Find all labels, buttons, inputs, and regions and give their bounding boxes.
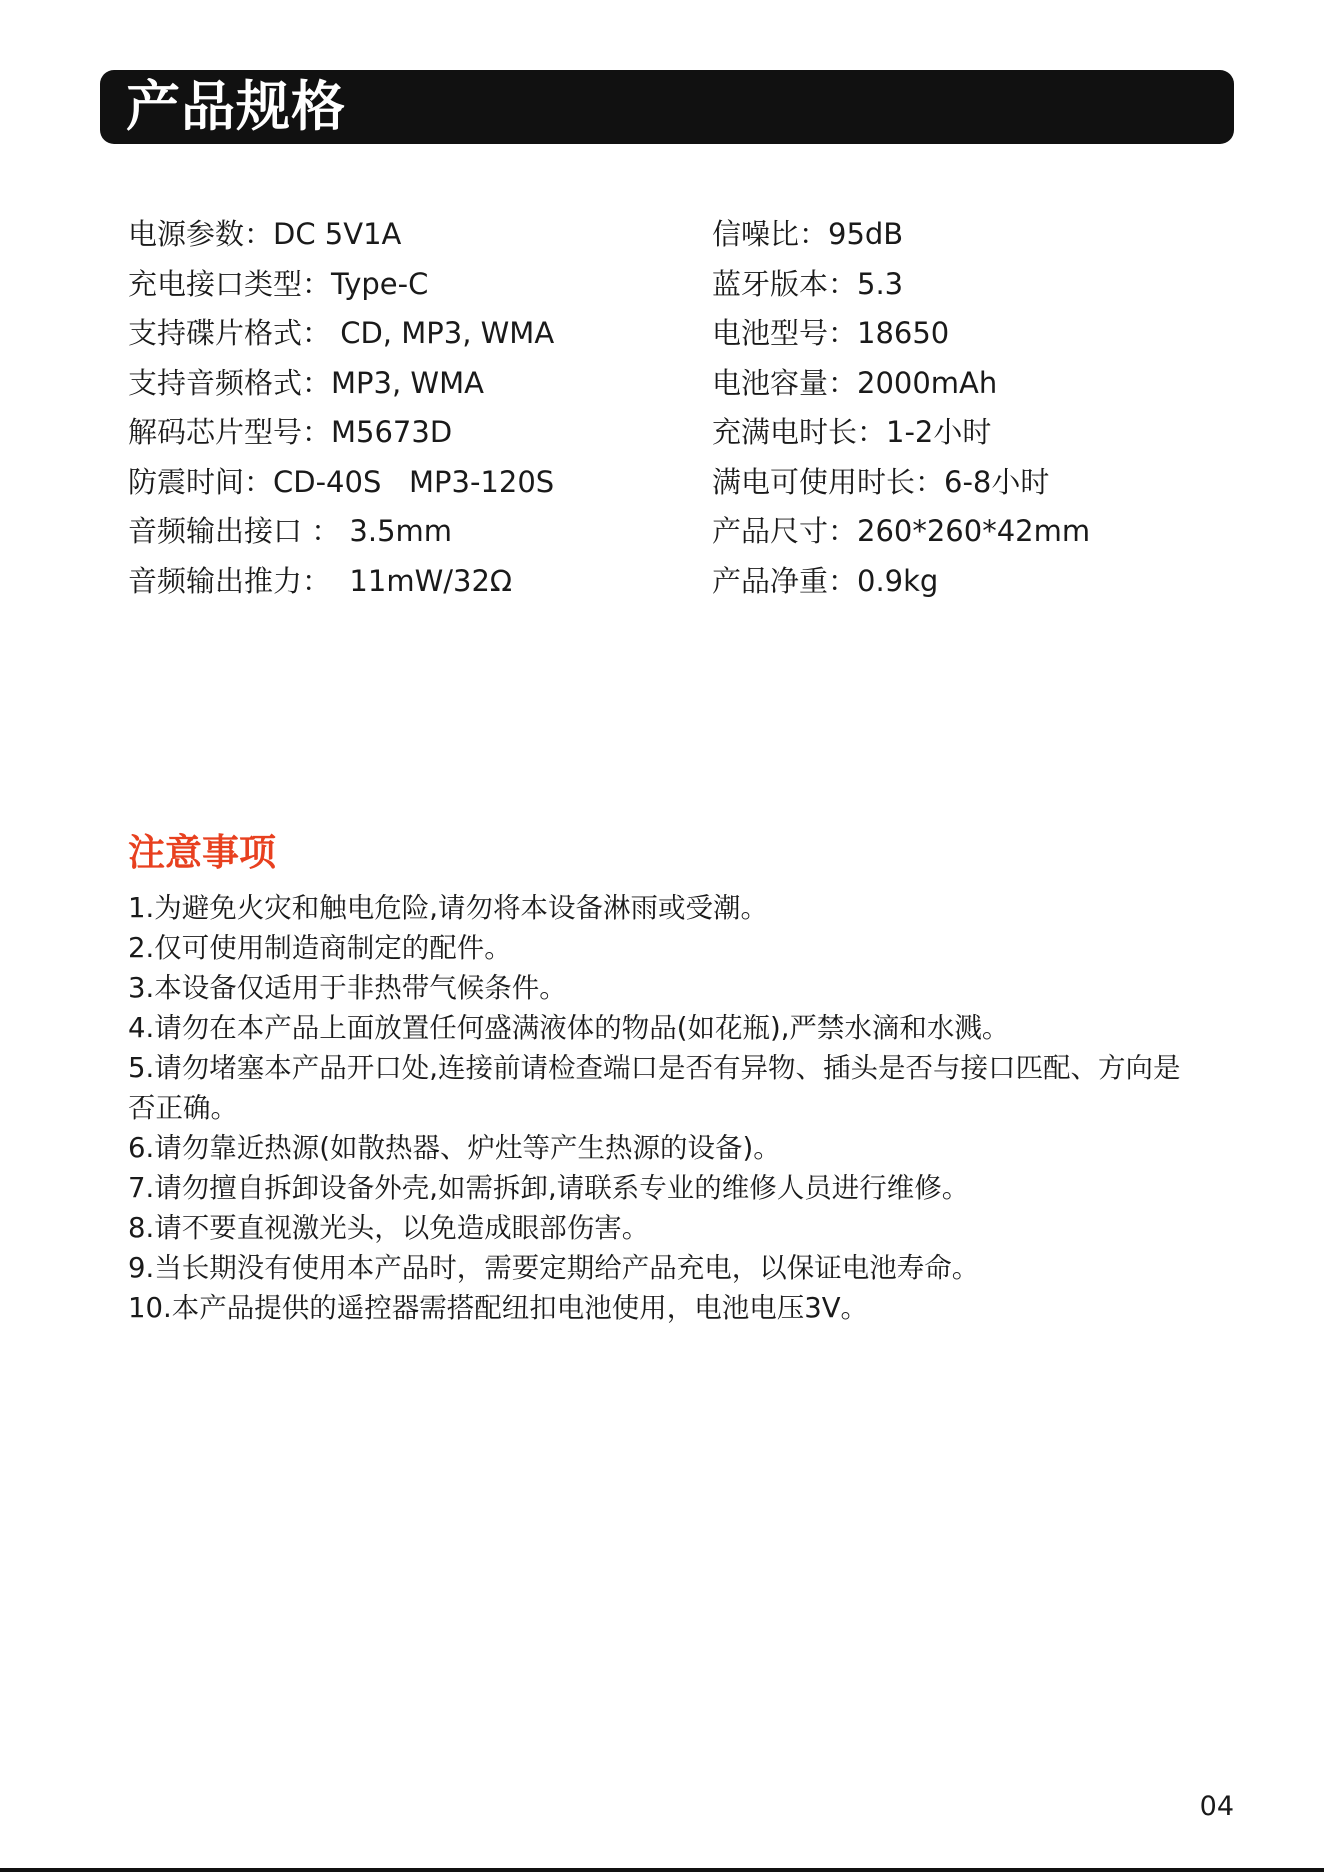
note-item: 1.为避免火灾和触电危险,请勿将本设备淋雨或受潮。 — [128, 892, 768, 924]
spec-item: 支持碟片格式： CD, MP3, WMA — [128, 316, 555, 350]
note-item: 10.本产品提供的遥控器需搭配纽扣电池使用，电池电压3V。 — [128, 1292, 869, 1324]
note-item: 6.请勿靠近热源(如散热器、炉灶等产生热源的设备)。 — [128, 1132, 781, 1164]
spec-item: 电源参数：DC 5V1A — [128, 217, 402, 251]
spec-item: 满电可使用时长：6-8小时 — [712, 464, 1050, 499]
spec-list-right — [712, 210, 1272, 606]
page-title: 产品规格 — [126, 75, 346, 138]
note-item: 4.请勿在本产品上面放置任何盛满液体的物品(如花瓶),严禁水滴和水溅。 — [128, 1012, 1010, 1044]
spec-item: 产品净重：0.9kg — [712, 563, 939, 598]
spec-item: 充满电时长：1-2小时 — [712, 415, 992, 449]
spec-item: 支持音频格式：MP3, WMA — [128, 365, 484, 400]
note-item: 7.请勿擅自拆卸设备外壳,如需拆卸,请联系专业的维修人员进行维修。 — [128, 1172, 970, 1204]
spec-item: 音频输出推力： 11mW/32Ω — [128, 563, 513, 598]
spec-item: 防震时间：CD-40S MP3-120S — [128, 464, 555, 499]
spec-item: 电池型号：18650 — [712, 316, 950, 350]
notes-list — [128, 888, 1188, 1328]
note-item: 5.请勿堵塞本产品开口处,连接前请检查端口是否有异物、插头是否与接口匹配、方向是否正确。 — [128, 1052, 1181, 1124]
bottom-rule — [0, 1868, 1324, 1872]
spec-item: 电池容量：2000mAh — [712, 365, 998, 400]
spec-list-left — [128, 210, 688, 606]
spec-item: 解码芯片型号：M5673D — [128, 415, 453, 449]
spec-item: 产品尺寸：260*260*42mm — [712, 514, 1091, 548]
note-item: 3.本设备仅适用于非热带气候条件。 — [128, 972, 567, 1004]
spec-item: 信噪比：95dB — [712, 217, 904, 251]
spec-item: 音频输出接口 ： 3.5mm — [128, 514, 453, 548]
notes-heading: 注意事项 — [128, 831, 276, 874]
page-number: 04 — [1199, 1791, 1234, 1822]
note-item: 8.请不要直视激光头，以免造成眼部伤害。 — [128, 1212, 650, 1244]
spec-item: 蓝牙版本：5.3 — [712, 266, 904, 301]
title-bar — [100, 70, 1234, 144]
note-item: 2.仅可使用制造商制定的配件。 — [128, 932, 512, 964]
note-item: 9.当长期没有使用本产品时，需要定期给产品充电，以保证电池寿命。 — [128, 1252, 980, 1284]
spec-item: 充电接口类型：Type-C — [128, 266, 429, 301]
